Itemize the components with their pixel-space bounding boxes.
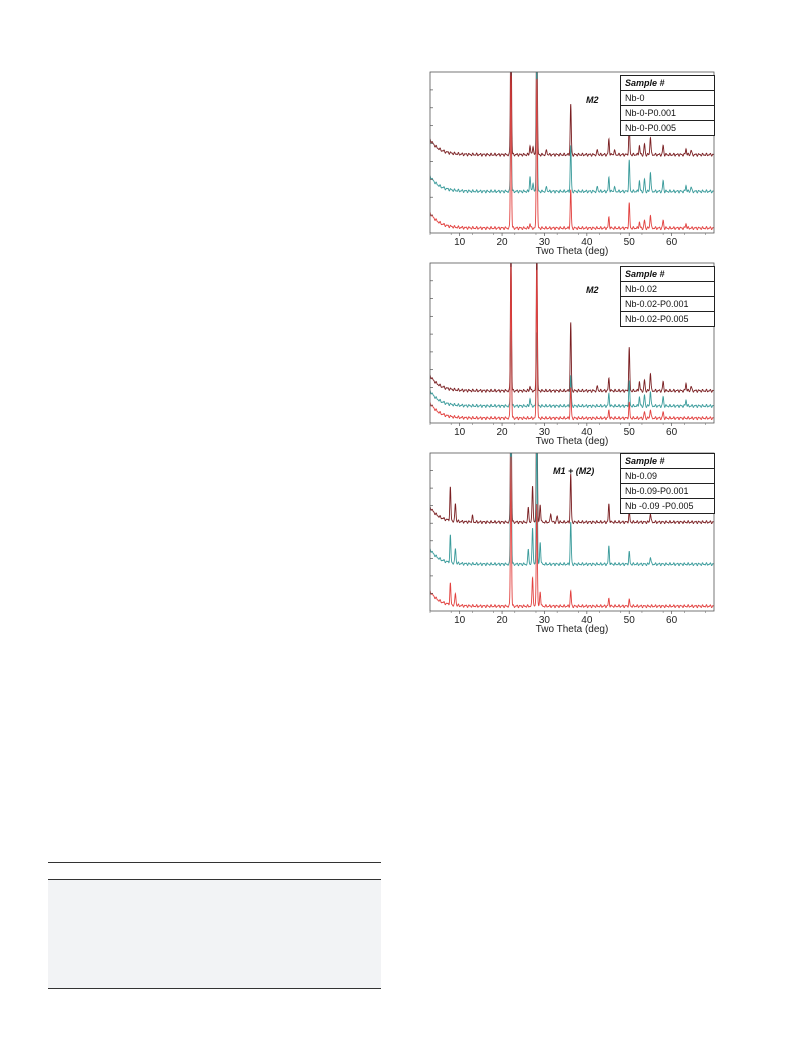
x-axis-title: Two Theta (deg) [535, 624, 609, 635]
x-tick-label: 10 [454, 237, 466, 248]
x-tick-label: 40 [581, 615, 593, 626]
legend [620, 266, 715, 327]
table-top-rule [48, 862, 381, 863]
table-bottom-rule [48, 988, 381, 989]
x-tick-label: 60 [666, 237, 678, 248]
legend-entry: Nb-0.09-P0.001 [621, 484, 714, 499]
series-line-2 [430, 331, 714, 408]
legend-entry: Nb-0-P0.001 [621, 106, 714, 121]
x-axis-title: Two Theta (deg) [535, 436, 609, 447]
x-tick-label: 20 [496, 237, 508, 248]
legend [620, 75, 715, 136]
legend-entry: Nb-0.02-P0.001 [621, 297, 714, 312]
legend-entry: Nb-0.02 [621, 282, 714, 297]
x-tick-label: 30 [538, 615, 551, 626]
legend-title: Sample # [621, 267, 714, 282]
phase-annotation: M2 [586, 95, 599, 105]
x-tick-label: 10 [454, 615, 466, 626]
legend-entry: Nb-0 [621, 91, 714, 106]
x-tick-label: 40 [581, 427, 593, 438]
phase-annotation: M1 + (M2) [553, 466, 595, 476]
legend-title: Sample # [621, 454, 714, 469]
x-tick-label: 20 [496, 427, 508, 438]
table-stub [48, 862, 381, 989]
legend-entry: Nb-0.02-P0.005 [625, 314, 689, 324]
x-tick-label: 30 [538, 427, 551, 438]
x-axis-title: Two Theta (deg) [535, 246, 609, 257]
legend-entry: Nb-0-P0.005 [625, 123, 677, 133]
x-tick-label: 60 [666, 427, 678, 438]
x-tick-label: 60 [666, 615, 678, 626]
x-tick-label: 30 [538, 237, 551, 248]
x-tick-label: 40 [581, 237, 593, 248]
x-tick-label: 50 [623, 237, 635, 248]
legend-entry: Nb -0.09 -P0.005 [625, 501, 694, 511]
phase-annotation: M2 [586, 285, 599, 295]
x-tick-label: 20 [496, 615, 508, 626]
table-body [48, 880, 381, 988]
legend-entry: Nb-0.09 [621, 469, 714, 484]
legend [620, 453, 715, 514]
x-tick-label: 50 [623, 427, 635, 438]
x-tick-label: 50 [623, 615, 635, 626]
legend-title: Sample # [621, 76, 714, 91]
x-tick-label: 10 [454, 427, 466, 438]
